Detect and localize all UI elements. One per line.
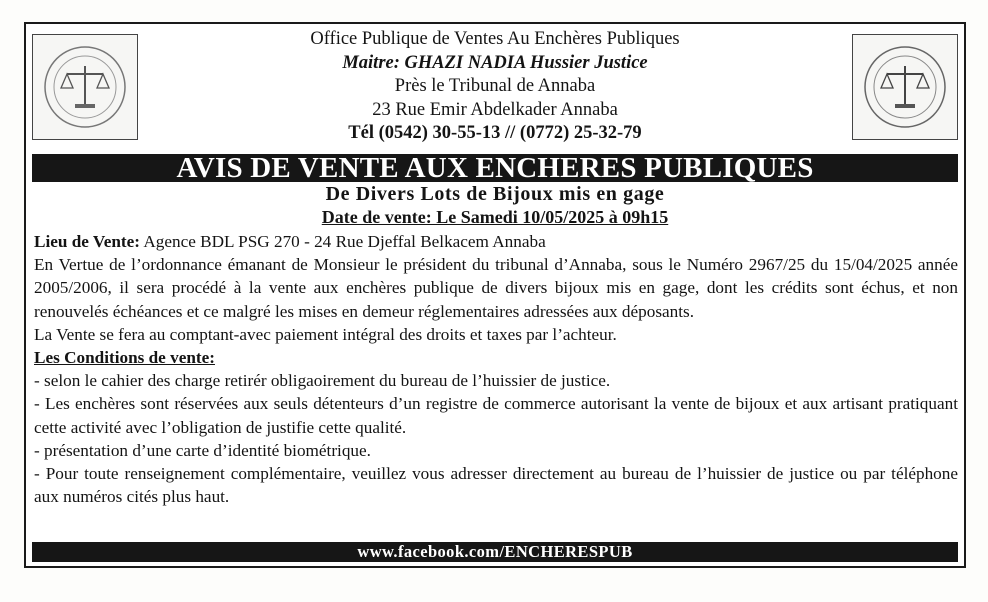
office-address: 23 Rue Emir Abdelkader Annaba bbox=[372, 99, 618, 120]
payment-paragraph: La Vente se fera au comptant-avec paiement intégral des droits et taxes par l’achteur. bbox=[34, 324, 617, 344]
facebook-url-footer: www.facebook.com/ENCHERESPUB bbox=[32, 542, 958, 562]
notice-subtitle: De Divers Lots de Bijoux mis en gage bbox=[325, 183, 665, 205]
notice-body bbox=[34, 230, 958, 508]
sale-date-text: Date de vente: Le Samedi 10/05/2025 à 09h15 bbox=[321, 207, 669, 227]
scales-of-justice-icon bbox=[862, 44, 948, 130]
justice-seal-right bbox=[852, 34, 958, 140]
conditions-heading: Les Conditions de vente: bbox=[34, 348, 215, 368]
sale-date bbox=[26, 206, 964, 228]
condition-item: - Pour toute renseignement complémentaire, veuillez vous adresser directement au bureau de l’huissier de justice ou par téléphone aux numéros cités plus haut. bbox=[34, 464, 958, 507]
bailiff-name: Maitre: GHAZI NADIA Hussier Justice bbox=[342, 52, 648, 73]
office-header bbox=[146, 28, 844, 146]
condition-item: - Les enchères sont réservées aux seuls détenteurs d’un registre de commerce autorisant la vente de bijoux et aux artisant pratiquant cette activité avec l’obligation de justifie cette qualité. bbox=[34, 394, 958, 437]
condition-item: - présentation d’une carte d’identité biométrique. bbox=[34, 440, 371, 460]
ordinance-paragraph: En Vertue de l’ordonnance émanant de Monsieur le président du tribunal d’Annaba, sous le Numéro 2967/25 du 15/04/2025 année 2005/2006, il sera procédé à la vente aux enchères publique de divers bijoux mis en gage, dont les crédits sont échus, et non renouvelés échéances et ce malgré les mises en demeur réglementaires adressées aux déposants. bbox=[34, 255, 958, 321]
notice-frame bbox=[24, 22, 966, 568]
scales-of-justice-icon bbox=[42, 44, 128, 130]
court-name: Près le Tribunal de Annaba bbox=[394, 76, 596, 96]
notice-title-banner: AVIS DE VENTE AUX ENCHERES PUBLIQUES bbox=[32, 154, 958, 182]
condition-item: - selon le cahier des charge retirér obligaoirement du bureau de l’huissier de justice. bbox=[34, 371, 611, 391]
location-label: Lieu de Vente: bbox=[34, 232, 140, 251]
phone-numbers: Tél (0542) 30-55-13 // (0772) 25-32-79 bbox=[348, 123, 642, 143]
sale-location bbox=[34, 230, 958, 253]
justice-seal-left bbox=[32, 34, 138, 140]
office-name: Office Publique de Ventes Au Enchères Publiques bbox=[310, 29, 680, 49]
location-value: Agence BDL PSG 270 - 24 Rue Djeffal Belkacem Annaba bbox=[140, 232, 546, 251]
